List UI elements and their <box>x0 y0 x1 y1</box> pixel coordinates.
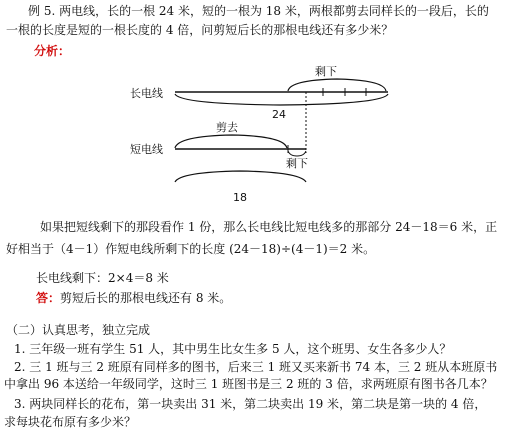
short-remaining-brace <box>288 151 306 156</box>
analysis-label: 分析： <box>34 44 71 58</box>
question-3-line-1: 3. 两块同样长的花布，第一块卖出 31 米，第二块卖出 19 米，第二块是第一块的 4 倍， <box>14 397 487 411</box>
answer-line <box>36 290 231 306</box>
answer-label: 答： <box>36 291 61 305</box>
long-wire-label: 长电线 <box>130 87 163 100</box>
answer-text: 剪短后长的那根电线还有 8 米。 <box>60 291 232 305</box>
question-2-line-1: 2. 三 1 班与三 2 班原有同样多的图书，后来三 1 班又买来新书 74 本，三 2 班从本班原书 <box>14 360 498 374</box>
cut-brace <box>175 135 287 148</box>
short-wire-label: 短电线 <box>130 143 163 156</box>
question-1: 1. 三年级一班有学生 51 人，其中男生比女生多 5 人，这个班男、女生各多少人？ <box>14 342 452 356</box>
explanation-line-2: 好相当于（4－1）作短电线所剩下的长度 (24－18)÷(4－1)＝2 米。 <box>6 242 376 256</box>
line-segment-diagram <box>0 0 510 210</box>
explanation-line-1: 如果把短线剩下的那段看作 1 份，那么长电线比短电线多的那部分 24－18＝6 米，正 <box>40 220 498 234</box>
short-length-label: 18 <box>233 191 247 204</box>
practice-heading: （二）认真思考，独立完成 <box>6 323 151 337</box>
short-length-brace <box>175 171 306 182</box>
long-length-brace <box>175 94 388 105</box>
long-length-label: 24 <box>272 108 286 121</box>
long-remaining-brace <box>288 79 386 91</box>
example-line-2: 一根的长度是短的一根长度的 4 倍，问剪短后长的那根电线还有多少米？ <box>6 23 394 37</box>
example-line-1: 例 5. 两电线，长的一根 24 米，短的一根为 18 米，两根都剪去同样长的一段后，长的 <box>28 4 489 18</box>
question-3-line-2: 求每块花布原有多少米？ <box>4 415 137 429</box>
short-remaining-label: 剩下 <box>286 157 308 170</box>
question-2-line-2: 中拿出 96 本送给一年级同学，这时三 1 班图书是三 2 班的 3 倍，求两班原有图书各几本？ <box>4 377 493 391</box>
long-remaining-label: 剩下 <box>315 65 337 78</box>
calculation-line: 长电线剩下：2×4＝8 米 <box>36 271 169 285</box>
cut-label: 剪去 <box>216 121 238 134</box>
